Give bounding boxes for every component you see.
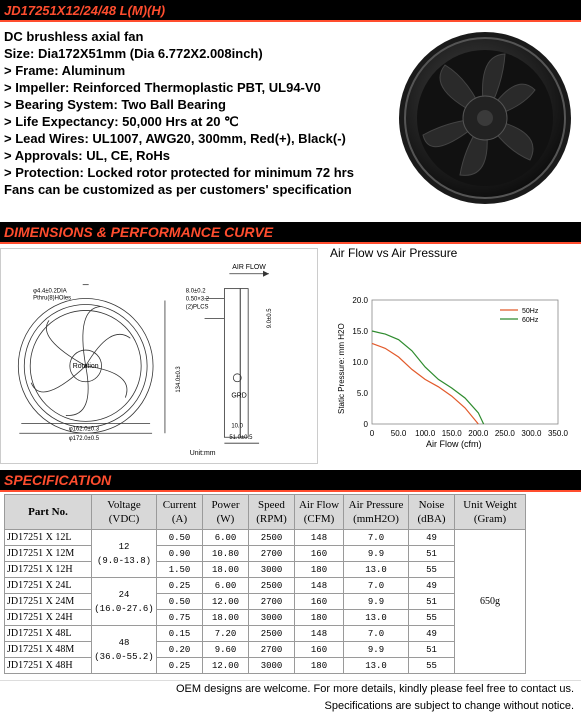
table-cell: 13.0 xyxy=(344,658,409,674)
dim-label: 134.0±0.3 xyxy=(175,366,182,393)
voltage-cell xyxy=(92,578,157,626)
table-row xyxy=(5,546,526,562)
table-row xyxy=(5,610,526,626)
table-header-cell: Air Pressure (mmH2O) xyxy=(344,495,409,530)
grd-label: GRD xyxy=(231,392,247,400)
spec-item: > Impeller: Reinforced Thermoplastic PBT, UL94-V0 xyxy=(4,80,321,95)
table-cell: 18.00 xyxy=(203,562,249,578)
table-cell: 180 xyxy=(295,562,344,578)
spec-item: > Life Expectancy: 50,000 Hrs at 20 ℃ xyxy=(4,114,239,129)
table-cell: 0.50 xyxy=(157,594,203,610)
chart-xlabel: Air Flow (cfm) xyxy=(426,439,482,449)
table-cell: JD17251 X 12M xyxy=(5,546,92,562)
table-header-cell: Voltage (VDC) xyxy=(92,495,157,530)
voltage-cell xyxy=(92,530,157,578)
x-tick-label: 250.0 xyxy=(494,429,515,438)
table-cell: 0.75 xyxy=(157,610,203,626)
table-cell: 148 xyxy=(295,530,344,546)
table-cell: 12.00 xyxy=(203,658,249,674)
spec-item: > Bearing System: Two Ball Bearing xyxy=(4,97,226,112)
unit-weight-cell: 650g xyxy=(455,530,526,674)
table-cell: 2500 xyxy=(249,578,295,594)
series-line-50Hz xyxy=(372,343,478,424)
x-tick-label: 300.0 xyxy=(521,429,542,438)
table-cell: 2700 xyxy=(249,642,295,658)
table-row xyxy=(5,578,526,594)
chart-ylabel: Static Pressure: mm H2O xyxy=(337,323,346,414)
x-tick-label: 200.0 xyxy=(468,429,489,438)
unit-label: Unit:mm xyxy=(189,450,216,458)
table-cell: 0.25 xyxy=(157,658,203,674)
table-cell: 9.9 xyxy=(344,642,409,658)
y-tick-label: 10.0 xyxy=(352,358,368,367)
spec-item: > Protection: Locked rotor protected for minimum 72 hrs xyxy=(4,165,354,180)
x-tick-label: 350.0 xyxy=(547,429,569,438)
y-tick-label: 15.0 xyxy=(352,327,368,336)
dim-label: 9.0±0.5 xyxy=(266,308,273,329)
table-cell: 0.90 xyxy=(157,546,203,562)
table-cell: 180 xyxy=(295,610,344,626)
specification-table xyxy=(4,494,526,674)
table-cell: 51 xyxy=(409,594,455,610)
voltage-cell xyxy=(92,626,157,674)
legend-label: 50Hz xyxy=(522,308,539,315)
table-cell: 10.80 xyxy=(203,546,249,562)
footer-line-2: Specifications are subject to change without notice. xyxy=(324,700,574,712)
spec-item: Size: Dia172X51mm (Dia 6.772X2.008inch) xyxy=(4,46,263,61)
chart-title: Air Flow vs Air Pressure xyxy=(330,246,458,260)
table-row xyxy=(5,626,526,642)
table-cell: 160 xyxy=(295,546,344,562)
rotation-label: Rotation xyxy=(72,362,99,370)
table-cell: 6.00 xyxy=(203,578,249,594)
spec-item: > Frame: Aluminum xyxy=(4,63,126,78)
spec-list xyxy=(4,28,384,198)
x-tick-label: 150.0 xyxy=(441,429,462,438)
voltage-value: 12 xyxy=(118,541,130,552)
y-tick-label: 5.0 xyxy=(356,389,368,398)
table-cell: 7.0 xyxy=(344,578,409,594)
table-cell: 0.20 xyxy=(157,642,203,658)
table-cell: 3000 xyxy=(249,562,295,578)
y-tick-label: 0 xyxy=(363,420,368,429)
table-header-cell: Speed (RPM) xyxy=(249,495,295,530)
dim-label: 0.50×3.2 xyxy=(185,296,210,303)
spec-item: > Lead Wires: UL1007, AWG20, 300mm, Red(+), Black(-) xyxy=(4,131,346,146)
product-title: JD17251X12/24/48 L(M)(H) xyxy=(4,3,166,18)
dim-label: 51.0±0.5 xyxy=(229,435,253,442)
table-cell: 51 xyxy=(409,546,455,562)
specification-section-bar xyxy=(0,470,581,492)
table-cell: 160 xyxy=(295,642,344,658)
table-header-row xyxy=(5,495,526,530)
dim-label: φ162.0±0.3 xyxy=(68,426,100,433)
table-cell: 18.00 xyxy=(203,610,249,626)
performance-chart xyxy=(326,244,580,466)
table-cell: 51 xyxy=(409,642,455,658)
table-cell: 7.0 xyxy=(344,626,409,642)
table-header-cell: Unit Weight (Gram) xyxy=(455,495,526,530)
table-cell: JD17251 X 48L xyxy=(5,626,92,642)
table-cell: 0.50 xyxy=(157,530,203,546)
spec-item: > Approvals: UL, CE, RoHs xyxy=(4,148,171,163)
table-cell: 180 xyxy=(295,658,344,674)
voltage-value: 24 xyxy=(118,589,130,600)
table-cell: 9.9 xyxy=(344,546,409,562)
table-cell: JD17251 X 48H xyxy=(5,658,92,674)
table-cell: 2700 xyxy=(249,546,295,562)
table-header-cell: Power (W) xyxy=(203,495,249,530)
table-cell: 3000 xyxy=(249,658,295,674)
table-cell: 55 xyxy=(409,610,455,626)
footer xyxy=(0,681,574,715)
x-tick-label: 50.0 xyxy=(390,429,407,438)
voltage-range: (36.0-55.2) xyxy=(94,651,154,662)
airflow-label: AIR FLOW xyxy=(232,263,266,271)
table-cell: 13.0 xyxy=(344,562,409,578)
product-title-bar xyxy=(0,0,581,22)
table-row xyxy=(5,594,526,610)
table-header-cell: Noise (dBA) xyxy=(409,495,455,530)
dimensions-section-title: DIMENSIONS & PERFORMANCE CURVE xyxy=(4,224,274,240)
table-cell: 49 xyxy=(409,578,455,594)
voltage-value: 48 xyxy=(118,637,130,648)
table-cell: 55 xyxy=(409,658,455,674)
dim-label: 8.0±0.2 xyxy=(185,288,206,295)
table-cell: 3000 xyxy=(249,610,295,626)
x-tick-label: 0 xyxy=(369,429,375,438)
dim-label: (2)PLCS xyxy=(185,304,209,311)
voltage-range: (16.0-27.6) xyxy=(94,603,154,614)
table-cell: 148 xyxy=(295,578,344,594)
table-cell: 7.20 xyxy=(203,626,249,642)
table-cell: 13.0 xyxy=(344,610,409,626)
table-cell: 6.00 xyxy=(203,530,249,546)
voltage-range: (9.0-13.8) xyxy=(96,555,151,566)
legend-label: 60Hz xyxy=(522,317,539,324)
table-cell: 1.50 xyxy=(157,562,203,578)
y-tick-label: 20.0 xyxy=(352,296,368,305)
specification-section-title: SPECIFICATION xyxy=(4,472,112,488)
table-row xyxy=(5,658,526,674)
table-cell: 49 xyxy=(409,626,455,642)
hole-note-2: Pthru(8)HOles xyxy=(33,295,72,302)
dim-label: φ172.0±0.5 xyxy=(68,436,100,443)
table-row xyxy=(5,530,526,546)
table-cell: 9.9 xyxy=(344,594,409,610)
table-cell: 2500 xyxy=(249,530,295,546)
table-cell: 55 xyxy=(409,562,455,578)
spec-item: Fans can be customized as per customers' specification xyxy=(4,182,352,197)
table-cell: JD17251 X 12L xyxy=(5,530,92,546)
hole-note: φ4.4±0.2DIA xyxy=(33,288,67,295)
dim-label: 10.0 xyxy=(231,423,243,430)
table-header-cell: Air Flow (CFM) xyxy=(295,495,344,530)
table-cell: 148 xyxy=(295,626,344,642)
table-cell: 0.25 xyxy=(157,578,203,594)
table-row xyxy=(5,642,526,658)
table-cell: JD17251 X 12H xyxy=(5,562,92,578)
table-row xyxy=(5,562,526,578)
table-cell: 12.00 xyxy=(203,594,249,610)
fan-product-photo xyxy=(395,30,575,205)
table-cell: JD17251 X 24M xyxy=(5,594,92,610)
table-header-cell: Current (A) xyxy=(157,495,203,530)
dimensions-section-bar xyxy=(0,222,581,244)
table-cell: JD17251 X 48M xyxy=(5,642,92,658)
footer-line-1: OEM designs are welcome. For more details, kindly please feel free to contact us. xyxy=(175,683,574,695)
spec-item: DC brushless axial fan xyxy=(4,29,144,44)
table-cell: 7.0 xyxy=(344,530,409,546)
table-cell: 0.15 xyxy=(157,626,203,642)
table-cell: 2500 xyxy=(249,626,295,642)
table-cell: JD17251 X 24H xyxy=(5,610,92,626)
table-cell: 49 xyxy=(409,530,455,546)
table-cell: 160 xyxy=(295,594,344,610)
table-cell: JD17251 X 24L xyxy=(5,578,92,594)
dimension-drawing xyxy=(0,248,318,464)
table-cell: 2700 xyxy=(249,594,295,610)
table-cell: 9.60 xyxy=(203,642,249,658)
table-header-cell: Part No. xyxy=(5,495,92,530)
x-tick-label: 100.0 xyxy=(415,429,436,438)
